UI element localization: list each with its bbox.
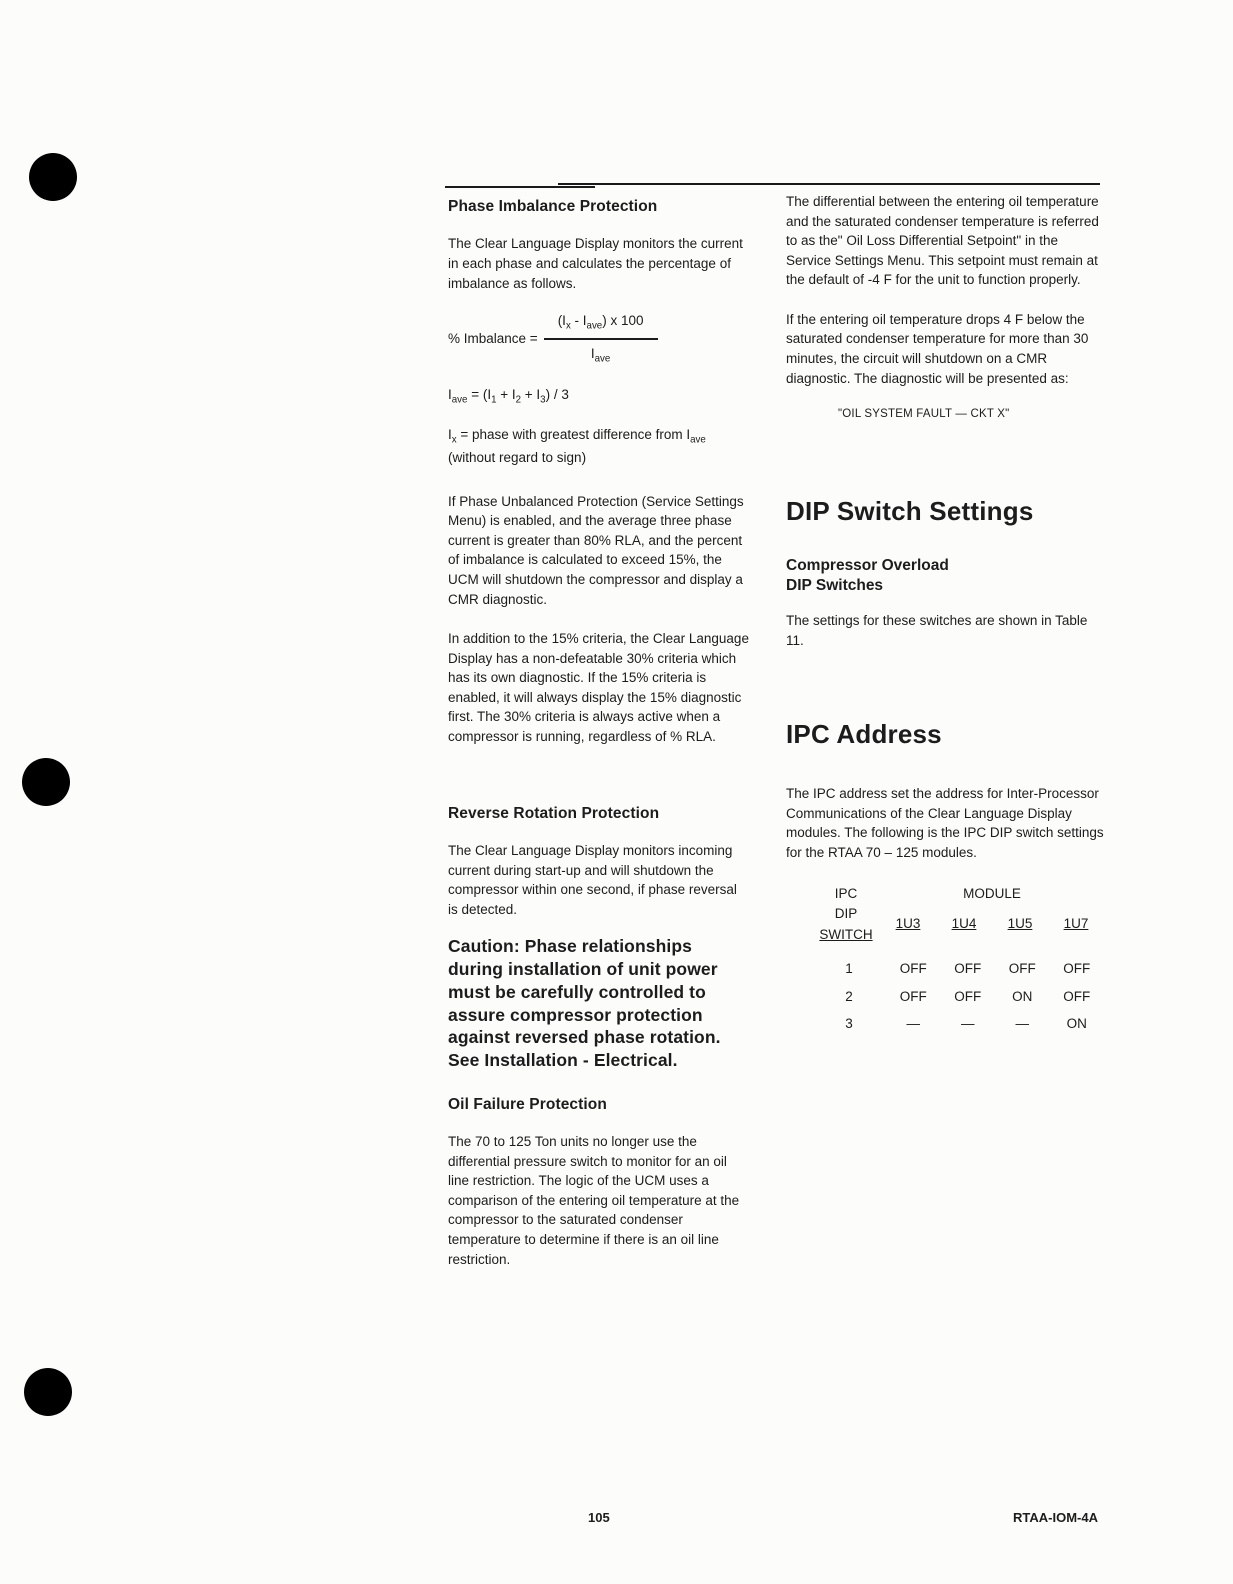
dip-table-header bbox=[812, 884, 1104, 945]
table-row: 2 OFF OFF ON OFF bbox=[845, 988, 1091, 1004]
top-rule-right bbox=[558, 183, 1100, 185]
para-phase-imbalance-intro: The Clear Language Display monitors the current in each phase and calculates the percentage of imbalance as follows. bbox=[448, 236, 743, 291]
table-row: 1 OFF OFF OFF OFF bbox=[845, 960, 1091, 976]
dip-table-module-header: MODULE 1U3 1U4 1U5 1U7 bbox=[880, 884, 1104, 945]
iave-definition: $I_{ave} = (I_1 + I_2 + I_3) / 3$ bbox=[448, 386, 569, 406]
heading-oil-failure-protection: Oil Failure Protection bbox=[448, 1095, 607, 1113]
scan-dot-middle bbox=[22, 758, 70, 806]
module-column-1u3: 1U3 bbox=[895, 915, 921, 931]
para-reverse-rotation: The Clear Language Display monitors incoming current during start-up and will shutdown the compressor within one second, if phase reversal is detected. bbox=[448, 843, 737, 917]
caution-phase-relationships: Caution: Phase relationships during installation of unit power must be carefully controlled to assure compressor protection against reversed phase rotation. See Installation - Electrical. bbox=[448, 936, 721, 1070]
scan-dot-top bbox=[29, 153, 77, 201]
diagnostic-message: "OIL SYSTEM FAULT — CKT X" bbox=[838, 408, 1010, 421]
subheading-compressor-overload-dip-switches: Compressor Overload DIP Switches bbox=[786, 557, 949, 594]
dip-table-switch-header: IPC DIP SWITCH bbox=[819, 886, 873, 942]
page-number: 105 bbox=[588, 1510, 610, 1525]
scan-dot-bottom bbox=[24, 1368, 72, 1416]
para-oil-loss-differential: The differential between the entering oil temperature and the saturated condenser temperature is referred to as the" Oil Loss Differential Setpoint" in the Service Settings Menu. This setpoint must remain at the default of -4 F for the unit to function properly. bbox=[786, 194, 1099, 288]
left-column bbox=[448, 196, 750, 1287]
para-criteria-15-30: In addition to the 15% criteria, the Clear Language Display has a non-defeatable 30% criteria which has its own diagnostic. If the 15% criteria is enabled, it will always display the 15% diagnostic first. The 30% criteria is always active when a compressor is running, regardless of % RLA. bbox=[448, 631, 749, 744]
para-ipc-address: The IPC address set the address for Inter-Processor Communications of the Clear Language Display modules. The following is the IPC DIP switch settings for the RTAA 70 – 125 modules. bbox=[786, 785, 1104, 860]
heading-reverse-rotation-protection: Reverse Rotation Protection bbox=[448, 804, 660, 822]
formula-fraction bbox=[544, 311, 658, 367]
formula-lhs: % Imbalance = bbox=[448, 331, 538, 347]
imbalance-formula bbox=[448, 311, 750, 367]
para-phase-unbalanced-protection: If Phase Unbalanced Protection (Service Settings Menu) is enabled, and the average three phase current is greater than 80% RLA, and the percent of imbalance is calculated to exceed 15%, the UCM will shutdown the compressor and display a CMR diagnostic. bbox=[448, 493, 744, 607]
right-column bbox=[786, 192, 1104, 1042]
document-code: RTAA-IOM-4A bbox=[1013, 1510, 1098, 1525]
heading-phase-imbalance-protection: Phase Imbalance Protection bbox=[448, 198, 658, 215]
heading-dip-switch-settings: DIP Switch Settings bbox=[786, 495, 1034, 526]
formula-denominator: $I_{ave}$ bbox=[590, 345, 611, 365]
dip-table-body bbox=[812, 959, 1104, 1034]
module-column-1u5: 1U5 bbox=[1007, 915, 1033, 931]
module-column-1u4: 1U4 bbox=[951, 915, 977, 931]
ix-definition: $I_x$ = phase with greatest difference from $I_{ave}$ (without regard to sign) bbox=[448, 427, 706, 466]
heading-ipc-address: IPC Address bbox=[786, 719, 942, 750]
ipc-dip-switch-table bbox=[812, 884, 1104, 1033]
para-table-11: The settings for these switches are shown in Table 11. bbox=[786, 613, 1088, 648]
table-row: 3 — — — ON bbox=[845, 1016, 1087, 1032]
top-rule-left bbox=[445, 186, 595, 188]
formula-numerator: $(I_x - I_{ave})$ x 100 bbox=[544, 311, 658, 340]
para-oil-failure: The 70 to 125 Ton units no longer use the differential pressure switch to monitor for an oil line restriction. The logic of the UCM uses a comparison of the entering oil temperature at the compressor to the saturated condenser temperature to determine if there is an oil line restriction. bbox=[448, 1134, 740, 1267]
para-cmr-shutdown: If the entering oil temperature drops 4 F below the saturated condenser temperature for more than 30 minutes, the circuit will shutdown on a CMR diagnostic. The diagnostic will be presented as: bbox=[786, 311, 1089, 386]
module-column-1u7: 1U7 bbox=[1063, 915, 1089, 931]
